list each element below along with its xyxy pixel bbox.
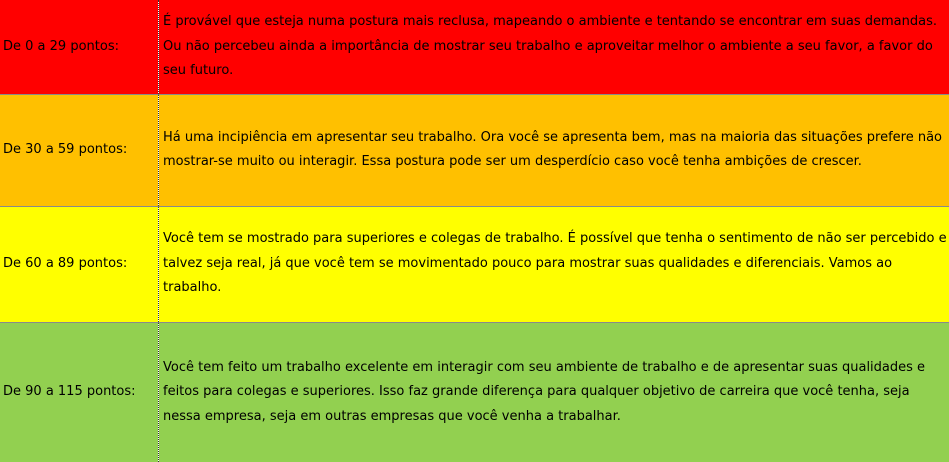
score-range-description: Há uma incipiência em apresentar seu trabalho. Ora você se apresenta bem, mas na maioria das situações prefere não mostrar-se muito ou interagir. Essa postura pode ser um desperdício caso você tenha ambições de crescer. — [159, 94, 949, 206]
score-range-label: De 90 a 115 pontos: — [0, 322, 159, 462]
score-row-90-115 — [0, 322, 949, 462]
score-row-0-29 — [0, 0, 949, 94]
score-range-label: De 60 a 89 pontos: — [0, 206, 159, 322]
score-range-description: Você tem se mostrado para superiores e colegas de trabalho. É possível que tenha o sentimento de não ser percebido e talvez seja real, já que você tem se movimentado pouco para mostrar suas qualidades e diferenciais. Vamos ao trabalho. — [159, 206, 949, 322]
score-range-description: Você tem feito um trabalho excelente em interagir com seu ambiente de trabalho e de apresentar suas qualidades e feitos para colegas e superiores. Isso faz grande diferença para qualquer objetivo de carreira que você tenha, seja nessa empresa, seja em outras empresas que você venha a trabalhar. — [159, 322, 949, 462]
score-row-30-59 — [0, 94, 949, 206]
score-range-description: É provável que esteja numa postura mais reclusa, mapeando o ambiente e tentando se encontrar em suas demandas. Ou não percebeu ainda a importância de mostrar seu trabalho e aproveitar melhor o ambiente a seu favor, a favor do seu futuro. — [163, 14, 937, 78]
score-range-label: De 0 a 29 pontos: — [0, 0, 159, 94]
score-range-label: De 30 a 59 pontos: — [0, 94, 159, 206]
score-row-60-89 — [0, 206, 949, 322]
